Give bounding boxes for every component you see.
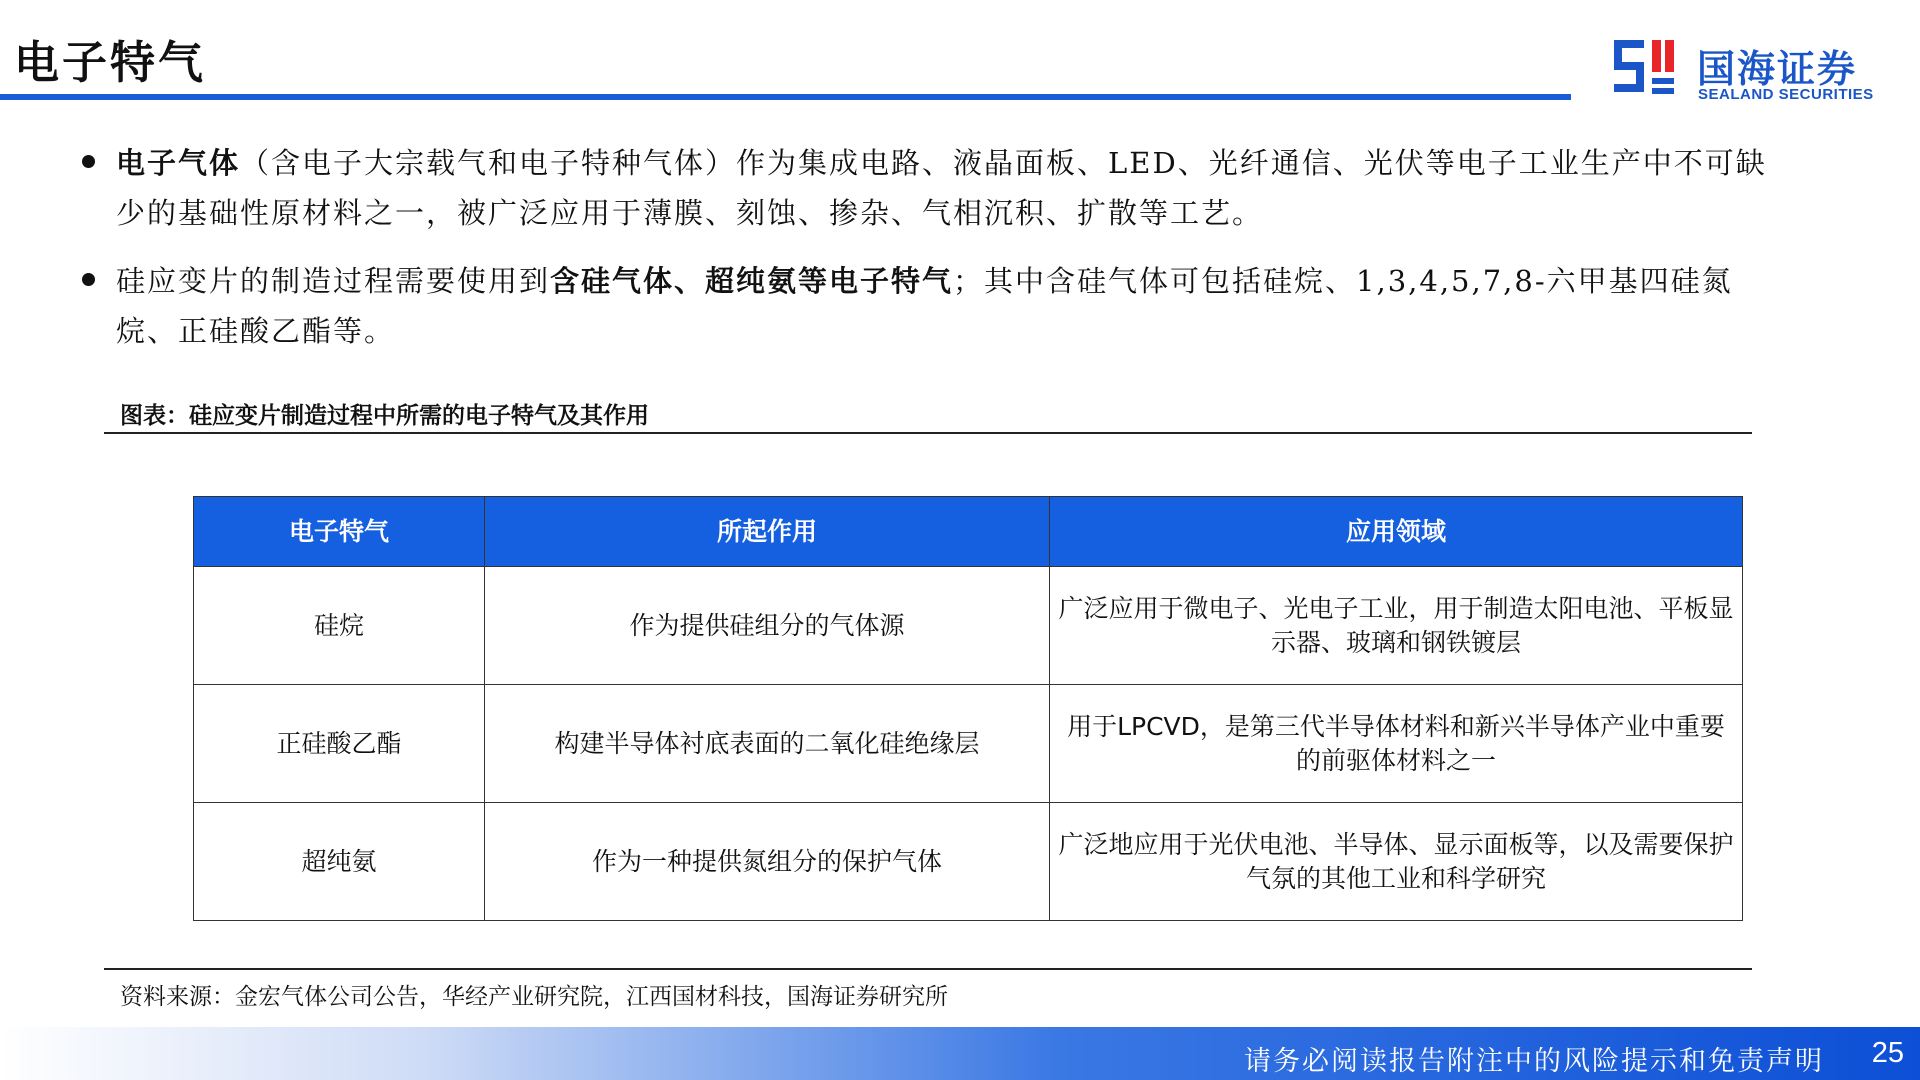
title-underline (0, 94, 1571, 100)
logo-name-cn: 国海证券 (1697, 47, 1858, 91)
bullet-text (116, 138, 1780, 238)
gas-name-cell: 正硅酸乙酯 (194, 685, 485, 803)
bullet-text (116, 256, 1780, 356)
column-header: 所起作用 (485, 497, 1050, 567)
caption-rule (104, 432, 1752, 434)
gas-name-cell: 超纯氨 (194, 803, 485, 921)
bullet-item (80, 138, 1780, 238)
source-note: 资料来源：金宏气体公司公告，华经产业研究院，江西国材科技，国海证券研究所 (120, 984, 948, 1010)
column-header: 应用领域 (1050, 497, 1743, 567)
column-header: 电子特气 (194, 497, 485, 567)
gas-role-cell: 作为提供硅组分的气体源 (485, 567, 1050, 685)
page-title: 电子特气 (14, 36, 207, 89)
gas-application-cell: 用于LPCVD，是第三代半导体材料和新兴半导体产业中重要的前驱体材料之一 (1050, 685, 1743, 803)
page-number: 25 (1871, 1037, 1904, 1069)
bullet-plain-text: 硅应变片的制造过程需要使用到 (116, 264, 551, 298)
logo-name-en: SEALAND SECURITIES (1698, 86, 1874, 103)
electronic-gas-table (193, 496, 1743, 921)
bullet-plain-text: ；其中含硅气体可包括硅烷、1,3,4,5,7,8-六甲基四硅氮烷、正硅酸乙酯等。 (116, 264, 1733, 348)
bullet-bold-text: 含硅气体、超纯氨等电子特气 (550, 264, 954, 298)
figure-caption: 图表：硅应变片制造过程中所需的电子特气及其作用 (120, 403, 649, 429)
bullet-plain-text: （含电子大宗载气和电子特种气体）作为集成电路、液晶面板、LED、光纤通信、光伏等电子工业生产中不可缺少的基础性原材料之一，被广泛应用于薄膜、刻蚀、掺杂、气相沉积、扩散等工艺。 (116, 146, 1767, 230)
sealand-logo (1612, 34, 1882, 106)
bullet-dot-icon (82, 273, 95, 286)
table-header-row (194, 497, 1743, 567)
table-row (194, 567, 1743, 685)
bullet-dot-icon (82, 155, 95, 168)
bullet-bold-text: 电子气体 (116, 146, 241, 180)
gas-application-cell: 广泛应用于微电子、光电子工业，用于制造太阳电池、平板显示器、玻璃和钢铁镀层 (1050, 567, 1743, 685)
gas-application-cell: 广泛地应用于光伏电池、半导体、显示面板等，以及需要保护气氛的其他工业和科学研究 (1050, 803, 1743, 921)
gas-role-cell: 构建半导体衬底表面的二氧化硅绝缘层 (485, 685, 1050, 803)
sealand-logo-icon (1612, 38, 1680, 100)
bullet-item (80, 256, 1780, 356)
table-row (194, 685, 1743, 803)
disclaimer-text: 请务必阅读报告附注中的风险提示和免责声明 (1244, 1046, 1824, 1077)
gas-role-cell: 作为一种提供氮组分的保护气体 (485, 803, 1050, 921)
bullet-list (80, 138, 1780, 374)
gas-name-cell: 硅烷 (194, 567, 485, 685)
source-rule (104, 968, 1752, 970)
table-row (194, 803, 1743, 921)
